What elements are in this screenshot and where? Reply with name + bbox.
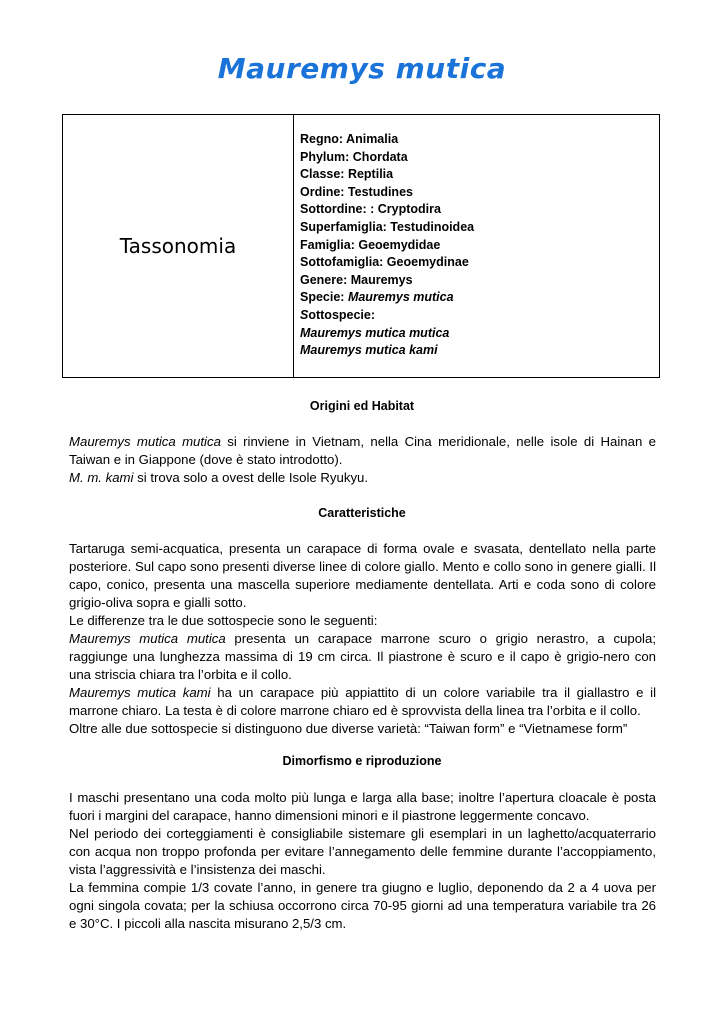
tax-regno: Regno: Animalia xyxy=(300,132,399,146)
origins-paragraph-2 xyxy=(69,469,656,487)
origins-p1-species: Mauremys mutica mutica xyxy=(69,434,221,449)
tax-famiglia: Famiglia: Geoemydidae xyxy=(300,237,441,252)
features-paragraph-5: Oltre alle due sottospecie si distinguono due diverse varietà: “Taiwan form” e “Vietnamese form” xyxy=(69,721,628,736)
origins-paragraph-1 xyxy=(69,433,656,469)
features-paragraph-2: Le differenze tra le due sottospecie sono le seguenti: xyxy=(69,613,378,628)
tax-specie-label: Specie: xyxy=(300,290,348,305)
tax-classe: Classe: Reptilia xyxy=(300,167,394,182)
tax-genere: Genere: Mauremys xyxy=(300,272,413,287)
tax-specie xyxy=(300,289,474,307)
reproduction-text xyxy=(69,789,656,933)
taxonomy-label-cell xyxy=(63,115,294,377)
features-p3-species: Mauremys mutica mutica xyxy=(69,631,226,646)
features-paragraph-4 xyxy=(69,684,656,720)
features-p4-species: Mauremys mutica kami xyxy=(69,685,211,700)
origins-p1-text: si rinviene in Vietnam, nella Cina meridionale, nelle isole di Hainan e Taiwan e in Giappone (dove è stato introdotto). xyxy=(69,434,656,467)
tax-sottordine: Sottordine: : Cryptodira xyxy=(300,202,441,217)
reproduction-heading: Dimorfismo e riproduzione xyxy=(282,754,442,768)
taxonomy-heading: Tassonomia xyxy=(119,234,237,258)
origins-p2-text: si trova solo a ovest delle Isole Ryukyu. xyxy=(133,470,369,485)
reproduction-paragraph-1: I maschi presentano una coda molto più lunga e larga alla base; inoltre l’apertura cloacale è posta fuori i margini del carapace, hanno dimensioni minori e il piastrone leggermente concavo. xyxy=(69,790,656,823)
tax-sottospecie xyxy=(300,307,474,325)
features-paragraph-3 xyxy=(69,630,656,684)
origins-heading: Origini ed Habitat xyxy=(309,399,415,413)
taxonomy-details-cell xyxy=(294,115,474,377)
reproduction-paragraph-3: La femmina compie 1/3 covate l’anno, in genere tra giugno e luglio, deponendo da 2 a 4 uova per ogni singola covata; per la schiusa occorrono circa 70-95 giorni ad una temperatura variabile tra 26 e 30°C. I piccoli alla nascita misurano 2,5/3 cm. xyxy=(69,880,656,931)
features-text xyxy=(69,540,656,738)
taxonomy-table xyxy=(62,114,660,378)
tax-phylum: Phylum: Chordata xyxy=(300,149,408,164)
features-p4-text: ha un carapace più appiattito di un colore variabile tra il giallastro e il marrone chiaro. La testa è di colore marrone chiaro ed è sprovvista della linea tra l’orbita e il collo. xyxy=(69,685,656,718)
tax-ordine: Ordine: Testudines xyxy=(300,184,413,199)
features-heading: Caratteristiche xyxy=(318,506,406,520)
tax-subspecies-1: Mauremys mutica mutica xyxy=(300,325,450,340)
features-paragraph-1: Tartaruga semi-acquatica, presenta un carapace di forma ovale e svasata, dentellato nella parte posteriore. Sul capo sono presenti diverse linee di colore giallo. Mento e collo sono in genere gialli. Il capo, conico, presenta una mascella superiore mediamente dentellata. Arti e coda sono di colore grigio-oliva sopra e gialli sotto. xyxy=(69,541,656,610)
tax-sottofamiglia: Sottofamiglia: Geoemydinae xyxy=(300,255,469,270)
features-p3-text: presenta un carapace marrone scuro o grigio nerastro, a cupola; raggiunge una lunghezza massima di 19 cm circa. Il piastrone è scuro e il capo è grigio-nero con una striscia chiara tra l’orbita e il collo. xyxy=(69,631,656,682)
origins-p2-species: M. m. kami xyxy=(69,470,134,485)
tax-sottospecie-label: ottospecie: xyxy=(308,307,376,322)
tax-specie-value: Mauremys mutica xyxy=(347,290,454,305)
tax-subspecies-2: Mauremys mutica kami xyxy=(300,343,438,358)
tax-superfamiglia: Superfamiglia: Testudinoidea xyxy=(300,219,475,234)
origins-text xyxy=(69,433,656,487)
tax-sottospecie-initial: S xyxy=(300,307,309,322)
page-title: Mauremys mutica xyxy=(217,52,507,85)
reproduction-paragraph-2: Nel periodo dei corteggiamenti è consigliabile sistemare gli esemplari in un laghetto/acquaterrario con acqua non troppo profonda per evitare l’annegamento delle femmine durante l’accoppiamento, vista l’aggressività e l’insistenza dei maschi. xyxy=(69,826,656,877)
